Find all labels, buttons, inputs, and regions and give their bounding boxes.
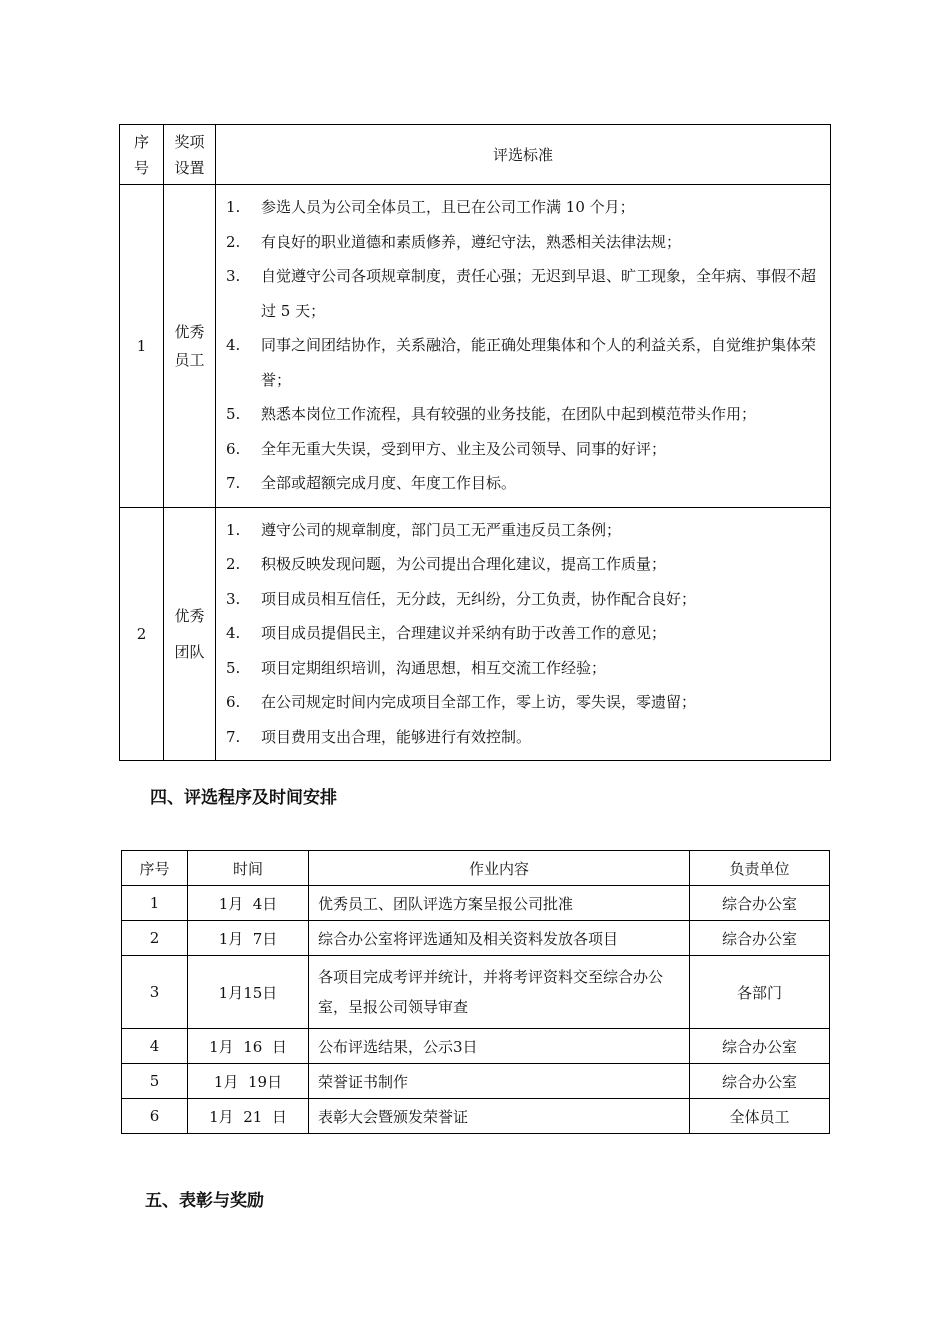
header-award: 奖项 设置 [164, 125, 216, 185]
row-unit: 各部门 [690, 956, 830, 1029]
criteria-item: 3. 自觉遵守公司各项规章制度，责任心强；无迟到早退、旷工现象，全年病、事假不超过 5 天； [226, 267, 817, 320]
row-time: 1月 21 日 [188, 1099, 309, 1134]
row-content: 荣誉证书制作 [309, 1064, 690, 1099]
criteria-item: 5. 项目定期组织培训，沟通思想，相互交流工作经验； [226, 658, 607, 677]
criteria-item: 6. 在公司规定时间内完成项目全部工作，零上访，零失误，零遗留； [226, 693, 697, 711]
row-unit: 全体员工 [690, 1099, 830, 1134]
row-content: 公布评选结果，公示3日 [309, 1029, 690, 1064]
row-time: 1月 4日 [188, 886, 309, 921]
criteria-item: 7. 全部或超额完成月度、年度工作目标。 [226, 474, 517, 492]
criteria-item: 3. 项目成员相互信任，无分歧，无纠纷，分工负责，协作配合良好； [226, 589, 697, 608]
criteria-row-1 [120, 185, 831, 508]
table-row [122, 886, 830, 921]
header-content: 作业内容 [309, 851, 690, 886]
row-time: 1月15日 [188, 956, 309, 1029]
row-content: 各项目完成考评并统计，并将考评资料交至综合办公室，呈报公司领导审查 [309, 956, 690, 1029]
header-no: 序 号 [120, 125, 164, 185]
row-content: 表彰大会暨颁发荣誉证 [309, 1099, 690, 1134]
table-row [122, 1099, 830, 1134]
row-no: 4 [122, 1029, 188, 1064]
row-no: 3 [122, 956, 188, 1029]
criteria-item: 2. 有良好的职业道德和素质修养，遵纪守法，熟悉相关法律法规； [226, 232, 682, 251]
award-criteria-table [119, 124, 831, 761]
row-unit: 综合办公室 [690, 921, 830, 956]
row-unit: 综合办公室 [690, 886, 830, 921]
header-criteria: 评选标准 [216, 125, 831, 185]
section-heading-4: 四、评选程序及时间安排 [150, 788, 337, 808]
row-no: 1 [122, 886, 188, 921]
table-row [122, 1029, 830, 1064]
row-unit: 综合办公室 [690, 1064, 830, 1099]
criteria-list [216, 507, 831, 761]
schedule-header-row [122, 851, 830, 886]
criteria-list [216, 185, 831, 508]
row-no: 5 [122, 1064, 188, 1099]
criteria-item: 4. 项目成员提倡民主，合理建议并采纳有助于改善工作的意见； [226, 624, 667, 642]
header-no: 序号 [122, 851, 188, 886]
criteria-item: 7. 项目费用支出合理，能够进行有效控制。 [226, 727, 532, 746]
criteria-header-row [120, 125, 831, 185]
criteria-item: 4. 同事之间团结协作，关系融洽，能正确处理集体和个人的利益关系，自觉维护集体荣誉； [226, 336, 817, 389]
row-content: 优秀员工、团队评选方案呈报公司批准 [309, 886, 690, 921]
criteria-item: 1. 遵守公司的规章制度，部门员工无严重违反员工条例； [226, 520, 622, 539]
criteria-item: 5. 熟悉本岗位工作流程，具有较强的业务技能，在团队中起到模范带头作用； [226, 405, 757, 423]
table-row [122, 921, 830, 956]
table-row [122, 956, 830, 1029]
row-no: 2 [122, 921, 188, 956]
row-content: 综合办公室将评选通知及相关资料发放各项目 [309, 921, 690, 956]
header-unit: 负责单位 [690, 851, 830, 886]
row-unit: 综合办公室 [690, 1029, 830, 1064]
schedule-table [121, 850, 830, 1134]
header-time: 时间 [188, 851, 309, 886]
table-row [122, 1064, 830, 1099]
row-no: 6 [122, 1099, 188, 1134]
award-name: 优秀 团队 [164, 507, 216, 761]
award-name: 优秀 员工 [164, 185, 216, 508]
row-time: 1月 19日 [188, 1064, 309, 1099]
row-no: 1 [120, 185, 164, 508]
row-no: 2 [120, 507, 164, 761]
criteria-item: 6. 全年无重大失误，受到甲方、业主及公司领导、同事的好评； [226, 439, 667, 458]
section-heading-5: 五、表彰与奖励 [145, 1191, 264, 1211]
criteria-item: 2. 积极反映发现问题，为公司提出合理化建议，提高工作质量； [226, 555, 667, 573]
row-time: 1月 16 日 [188, 1029, 309, 1064]
criteria-row-2 [120, 507, 831, 761]
row-time: 1月 7日 [188, 921, 309, 956]
criteria-item: 1. 参选人员为公司全体员工，且已在公司工作满 10 个月； [226, 198, 635, 216]
